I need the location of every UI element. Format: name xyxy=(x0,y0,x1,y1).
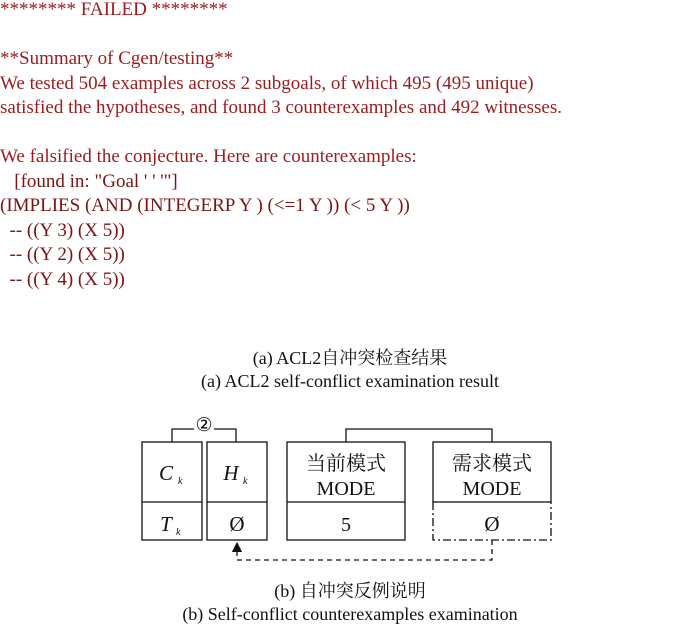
required-mode-cn: 需求模式 xyxy=(452,453,532,475)
summary-heading: **Summary of Cgen/testing** xyxy=(0,48,234,69)
required-mode-en: MODE xyxy=(462,478,522,500)
required-mode-value: Ø xyxy=(484,512,500,536)
falsified-line: We falsified the conjecture. Here are counterexamples: xyxy=(0,146,417,167)
circled-number-label: ② xyxy=(195,415,213,436)
counterexample-line: -- ((Y 2) (X 5)) xyxy=(0,244,125,265)
hk-value: Ø xyxy=(229,512,245,536)
tk-subscript: k xyxy=(176,527,181,538)
failed-banner: ******** FAILED ******** xyxy=(0,0,228,20)
counterexample-line: -- ((Y 4) (X 5)) xyxy=(0,268,125,290)
tk-label: T xyxy=(160,512,172,536)
mode-bracket xyxy=(346,429,492,442)
summary-line-2: satisfied the hypotheses, and found 3 counterexamples and 492 witnesses. xyxy=(0,97,562,118)
found-in-line: [found in: "Goal ' ' '"] xyxy=(0,170,178,192)
current-mode-value: 5 xyxy=(341,514,351,536)
hk-label: H xyxy=(223,461,239,485)
caption-b-english: (b) Self-conflict counterexamples examination xyxy=(182,604,518,624)
ck-tk-box xyxy=(142,442,202,540)
summary-line-1: We tested 504 examples across 2 subgoals, of which 495 (495 unique) xyxy=(0,72,534,94)
ck-label: C xyxy=(158,461,174,485)
current-mode-en: MODE xyxy=(316,478,376,500)
self-conflict-diagram xyxy=(0,400,700,580)
counterexample-line: -- ((Y 3) (X 5)) xyxy=(0,219,125,241)
ck-subscript: k xyxy=(178,476,183,487)
required-mode-box xyxy=(433,442,551,540)
hk-subscript: k xyxy=(243,476,248,487)
caption-a-chinese: (a) ACL2自冲突检查结果 xyxy=(252,348,448,368)
hk-box xyxy=(207,442,267,540)
caption-b-chinese: (b) 自冲突反例说明 xyxy=(274,581,426,601)
dashed-arrow xyxy=(237,540,492,560)
acl2-output-log xyxy=(0,0,700,292)
current-mode-box xyxy=(287,442,405,540)
implies-line: (IMPLIES (AND (INTEGERP Y ) (<=1 Y )) (< 5 Y )) xyxy=(0,195,410,216)
caption-a-english: (a) ACL2 self-conflict examination result xyxy=(201,371,499,391)
current-mode-cn: 当前模式 xyxy=(306,453,386,475)
